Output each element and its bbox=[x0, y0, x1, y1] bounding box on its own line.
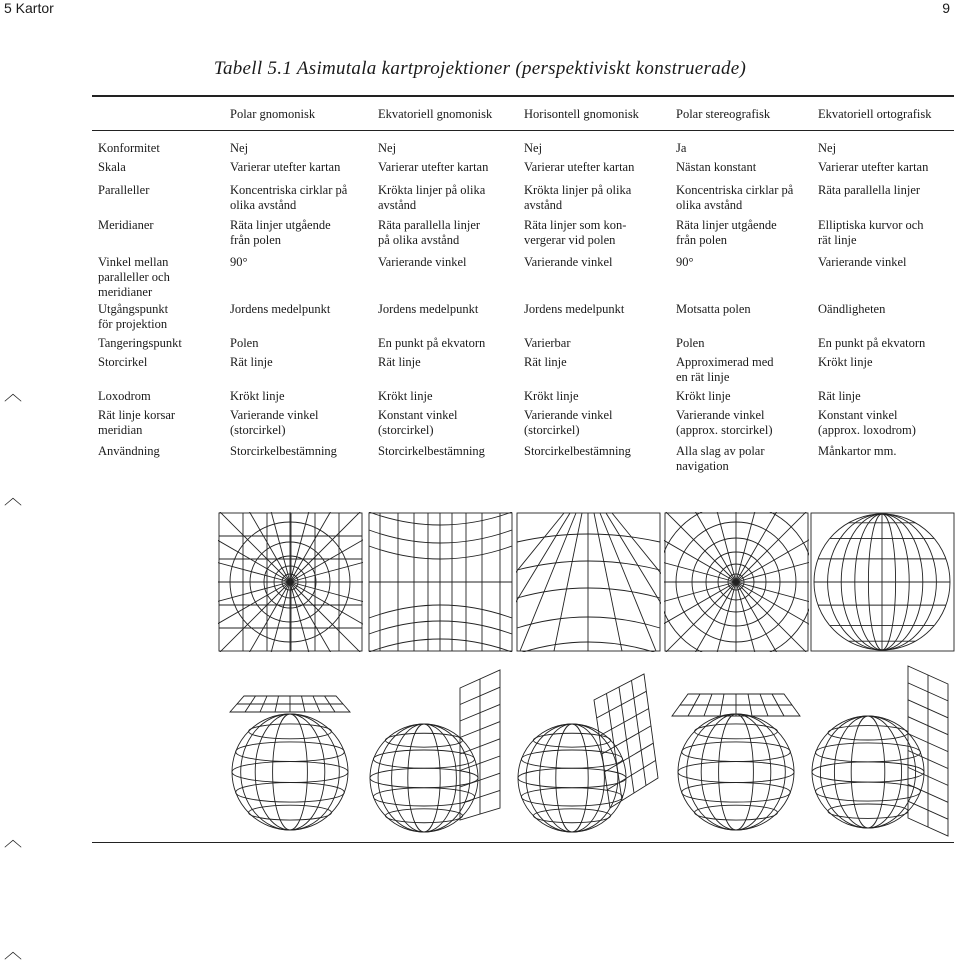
table-cell: Räta linjer utgående från polen bbox=[676, 218, 777, 247]
table-cell: Koncentriska cirklar på olika avstånd bbox=[230, 183, 348, 212]
table-cell: Varierbar bbox=[524, 336, 571, 350]
margin-mark-icon: ︿ bbox=[4, 942, 22, 963]
margin-mark-icon: ︿ bbox=[4, 384, 22, 405]
row-label: Skala bbox=[98, 160, 126, 174]
column-header: Ekvatoriell ortografisk bbox=[818, 107, 932, 121]
polar-gnomonic-globe-diagram bbox=[218, 660, 363, 840]
table-cell: Krökta linjer på olika avstånd bbox=[524, 183, 632, 212]
row-label: Utgångspunkt för projektion bbox=[98, 302, 169, 331]
table-cell: Varierande vinkel bbox=[524, 255, 613, 269]
table-cell: Storcirkelbestämning bbox=[524, 444, 631, 458]
column-header: Ekvatoriell gnomonisk bbox=[378, 107, 493, 121]
horizontal-gnomonic-globe-diagram bbox=[516, 660, 661, 840]
table-cell: Krökt linje bbox=[818, 355, 873, 369]
margin-mark-icon: ︿ bbox=[4, 488, 22, 509]
table-cell: Polen bbox=[230, 336, 259, 350]
table-cell: Krökt linje bbox=[676, 389, 731, 403]
header-rule bbox=[92, 130, 954, 131]
table-cell: Jordens medelpunkt bbox=[524, 302, 625, 316]
table-cell: Koncentriska cirklar på olika avstånd bbox=[676, 183, 794, 212]
row-label: Användning bbox=[98, 444, 160, 458]
table-cell: En punkt på ekvatorn bbox=[818, 336, 926, 350]
table-cell: Motsatta polen bbox=[676, 302, 751, 316]
table-cell: Varierande vinkel bbox=[818, 255, 907, 269]
table-cell: Krökt linje bbox=[524, 389, 579, 403]
table-cell: Varierande vinkel bbox=[378, 255, 467, 269]
table-cell: Krökt linje bbox=[378, 389, 433, 403]
equatorial-gnomonic-grid-diagram bbox=[368, 512, 513, 652]
table-cell: Varierar utefter kartan bbox=[230, 160, 341, 174]
row-label: Tangeringspunkt bbox=[98, 336, 182, 350]
table-title: Tabell 5.1 Asimutala kartprojektioner (perspektiviskt konstruerade) bbox=[213, 58, 747, 79]
table-cell: Nej bbox=[378, 141, 397, 155]
row-label: Loxodrom bbox=[98, 389, 151, 403]
polar-stereographic-globe-diagram bbox=[664, 660, 809, 840]
table-cell: 90° bbox=[230, 255, 248, 269]
column-header: Polar gnomonisk bbox=[230, 107, 316, 121]
table-cell: Räta parallella linjer bbox=[818, 183, 921, 197]
row-label: Meridianer bbox=[98, 218, 154, 232]
table-cell: Månkartor mm. bbox=[818, 444, 897, 458]
table-cell: Rät linje bbox=[524, 355, 567, 369]
table-cell: Jordens medelpunkt bbox=[230, 302, 331, 316]
polar-gnomonic-grid-diagram bbox=[218, 512, 363, 652]
table-cell: Polen bbox=[676, 336, 705, 350]
table-cell: Alla slag av polar navigation bbox=[676, 444, 765, 473]
table-cell: Rät linje bbox=[818, 389, 861, 403]
equatorial-orthographic-grid-diagram bbox=[810, 512, 955, 652]
page-number: 9 bbox=[942, 0, 950, 16]
row-label: Paralleller bbox=[98, 183, 150, 197]
row-label: Storcirkel bbox=[98, 355, 148, 369]
table-cell: Nej bbox=[524, 141, 543, 155]
bottom-rule bbox=[92, 842, 954, 843]
row-label: Vinkel mellan paralleller och meridianer bbox=[98, 255, 170, 299]
table-cell: Varierar utefter kartan bbox=[378, 160, 489, 174]
table-cell: En punkt på ekvatorn bbox=[378, 336, 486, 350]
top-rule bbox=[92, 95, 954, 97]
table-cell: Krökt linje bbox=[230, 389, 285, 403]
table-cell: 90° bbox=[676, 255, 694, 269]
table-cell: Jordens medelpunkt bbox=[378, 302, 479, 316]
row-label: Konformitet bbox=[98, 141, 160, 155]
table-cell: Rät linje bbox=[230, 355, 273, 369]
table-cell: Nej bbox=[230, 141, 249, 155]
table-cell: Konstant vinkel (approx. loxodrom) bbox=[818, 408, 916, 437]
table-cell: Krökta linjer på olika avstånd bbox=[378, 183, 486, 212]
table-cell: Ja bbox=[676, 141, 687, 155]
table-cell: Varierar utefter kartan bbox=[524, 160, 635, 174]
horizontal-gnomonic-grid-diagram bbox=[516, 512, 661, 652]
row-label: Rät linje korsar meridian bbox=[98, 408, 176, 437]
table-cell: Varierande vinkel (storcirkel) bbox=[524, 408, 613, 437]
table-cell: Räta parallella linjer på olika avstånd bbox=[378, 218, 481, 247]
table-cell: Storcirkelbestämning bbox=[378, 444, 485, 458]
table-cell: Rät linje bbox=[378, 355, 421, 369]
margin-mark-icon: ︿ bbox=[4, 830, 22, 851]
table-cell: Oändligheten bbox=[818, 302, 886, 316]
table-cell: Konstant vinkel (storcirkel) bbox=[378, 408, 458, 437]
table-cell: Räta linjer som kon- vergerar vid polen bbox=[524, 218, 627, 247]
table-cell: Storcirkelbestämning bbox=[230, 444, 337, 458]
chapter-heading: 5 Kartor bbox=[4, 0, 54, 16]
table-cell: Varierande vinkel (approx. storcirkel) bbox=[676, 408, 773, 437]
table-cell: Varierar utefter kartan bbox=[818, 160, 929, 174]
table-cell: Approximerad med en rät linje bbox=[676, 355, 774, 384]
equatorial-orthographic-globe-diagram bbox=[810, 660, 955, 840]
polar-stereographic-grid-diagram bbox=[664, 512, 809, 652]
column-header: Horisontell gnomonisk bbox=[524, 107, 639, 121]
table-cell: Elliptiska kurvor och rät linje bbox=[818, 218, 924, 247]
table-cell: Räta linjer utgående från polen bbox=[230, 218, 331, 247]
column-header: Polar stereografisk bbox=[676, 107, 771, 121]
table-cell: Nästan konstant bbox=[676, 160, 757, 174]
table-cell: Varierande vinkel (storcirkel) bbox=[230, 408, 319, 437]
table-cell: Nej bbox=[818, 141, 837, 155]
equatorial-gnomonic-globe-diagram bbox=[368, 660, 513, 840]
